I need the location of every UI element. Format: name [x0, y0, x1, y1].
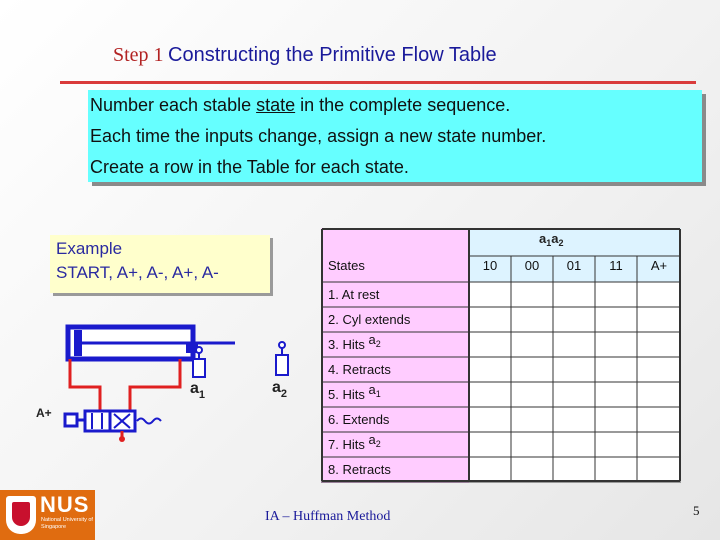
- title-text: Constructing the Primitive Flow Table: [168, 44, 497, 66]
- supply-port: [119, 436, 125, 442]
- sensor-a2-roller: [279, 342, 285, 348]
- primitive-flow-table: [321, 228, 681, 483]
- instructions-box: [88, 90, 702, 182]
- state-row-label: 5. Hits $a_1$: [328, 382, 381, 402]
- example-sequence: START, A+, A-, A+, A-: [56, 263, 219, 282]
- sensor-a2-label: [272, 379, 287, 400]
- valve-label: A+: [36, 406, 52, 420]
- inputs-sub-2: 2: [558, 238, 564, 248]
- valve-block-1: [85, 411, 110, 431]
- state-row-label: 7. Hits $a_2$: [328, 432, 381, 452]
- state-row-label: 6. Extends: [328, 412, 390, 427]
- sensor-a2-body: [276, 355, 288, 375]
- instruction-text: in the complete sequence.: [295, 95, 511, 115]
- example-box: [50, 235, 270, 293]
- state-underlined-word: state: [256, 95, 296, 115]
- sensor-a2-sub: 2: [280, 388, 288, 400]
- state-row-label: 3. Hits $a_2$: [328, 332, 381, 352]
- inputs-header-bg: [469, 228, 681, 282]
- sensor-a1-letter: a: [190, 380, 199, 397]
- air-line-left: [70, 359, 100, 411]
- state-row-label: 8. Retracts: [328, 462, 391, 477]
- sensor-a1-roller: [196, 347, 202, 353]
- slide-title: [113, 44, 497, 67]
- sensor-a1-sub: 1: [198, 389, 206, 401]
- column-header: 01: [566, 258, 582, 273]
- instruction-text: Number each stable: [90, 95, 257, 115]
- air-line-right: [130, 359, 180, 411]
- logo-name: NUS: [40, 492, 90, 517]
- nus-logo: [0, 490, 95, 540]
- inputs-sub-1: 1: [546, 238, 552, 248]
- example-heading: Example: [56, 239, 123, 258]
- title-underline: [60, 81, 696, 84]
- state-row-label: 1. At rest: [328, 287, 380, 302]
- column-header: 11: [609, 258, 623, 273]
- column-header: 10: [482, 258, 498, 273]
- step-label: Step 1: [113, 44, 164, 66]
- valve-solenoid: [65, 414, 77, 426]
- states-header: States: [328, 258, 365, 273]
- sensor-a2-letter: a: [272, 379, 281, 396]
- sensor-a1-label: [190, 380, 205, 401]
- nus-crest-icon: [6, 496, 36, 534]
- column-header: 00: [524, 258, 540, 273]
- state-row-label: 2. Cyl extends: [328, 312, 411, 327]
- column-header: A+: [650, 258, 668, 273]
- sensor-a1-body: [193, 359, 205, 377]
- cylinder-piston: [74, 330, 82, 356]
- instruction-line-2: Each time the inputs change, assign a new state number.: [90, 126, 547, 146]
- pneumatic-circuit-diagram: [30, 315, 300, 445]
- valve-spring: [137, 419, 161, 424]
- page-number: 5: [693, 503, 700, 518]
- inputs-letter-2: a: [551, 231, 559, 246]
- instruction-line-1: [90, 95, 510, 116]
- footer-course-title: IA – Huffman Method: [265, 509, 391, 524]
- logo-subtitle: National University of Singapore: [41, 517, 93, 530]
- instruction-line-3: Create a row in the Table for each state.: [90, 157, 409, 177]
- inputs-letter-1: a: [539, 231, 547, 246]
- state-row-label: 4. Retracts: [328, 362, 391, 377]
